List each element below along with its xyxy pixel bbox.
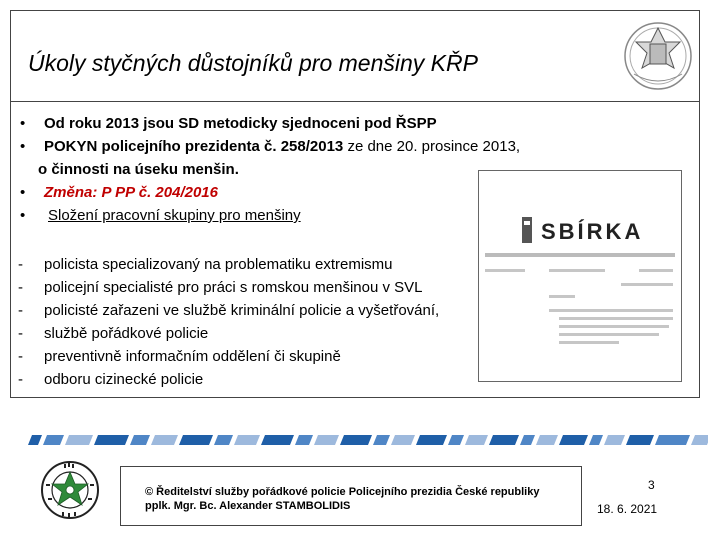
bullet-mark: • (20, 184, 26, 201)
footer-stripe (626, 435, 654, 445)
dash-mark: - (18, 348, 23, 365)
bullet-text: o činnosti na úseku menšin. (38, 161, 239, 178)
document-line (549, 309, 673, 312)
page-title: Úkoly styčných důstojníků pro menšiny KŘP (28, 50, 478, 76)
footer-stripe (604, 435, 625, 445)
document-divider (485, 253, 675, 257)
document-heading: SBÍRKA (541, 219, 644, 244)
footer-stripe-bar (28, 434, 708, 446)
copyright-box (120, 466, 582, 526)
author-line: pplk. Mgr. Bc. Alexander STAMBOLIDIS (145, 500, 351, 512)
copyright-text (145, 485, 539, 513)
footer-stripe (130, 435, 150, 445)
footer-stripe (94, 435, 129, 445)
document-line (549, 295, 575, 298)
footer-stripe (295, 435, 313, 445)
bullet-mark: • (20, 115, 26, 132)
list-item-text: odboru cizinecké policie (44, 371, 204, 388)
working-group-link[interactable]: Složení pracovní skupiny pro menšiny (48, 207, 301, 224)
footer-stripe (448, 435, 464, 445)
list-item-text: policista specializovaný na problematiku extremismu (44, 256, 393, 273)
document-line (559, 325, 669, 328)
footer-stripe (179, 435, 213, 445)
footer-stripe (655, 435, 690, 445)
copyright-line: © Ředitelství služby pořádkové policie Policejního prezidia České republiky (145, 486, 540, 498)
list-item-text: službě pořádkové policie (44, 325, 209, 342)
bullet-mark: • (20, 207, 26, 224)
dash-mark: - (18, 325, 23, 342)
title-area (10, 10, 700, 102)
document-line (559, 333, 659, 336)
bullet-text-bold: POKYN policejního prezidenta č. 258/2013 (44, 138, 344, 155)
dash-mark: - (18, 279, 23, 296)
footer-stripe (151, 435, 178, 445)
footer-stripe (416, 435, 447, 445)
dash-mark: - (18, 371, 23, 388)
bullet-mark: • (20, 138, 26, 155)
footer-stripe (234, 435, 260, 445)
footer-stripe (373, 435, 390, 445)
footer-stripe (43, 435, 64, 445)
document-line (559, 341, 619, 344)
dash-mark: - (18, 302, 23, 319)
document-line (559, 317, 673, 320)
document-line (549, 269, 605, 272)
footer-stripe (559, 435, 588, 445)
footer-stripe (465, 435, 488, 445)
document-thumbnail (478, 170, 682, 382)
list-item-text: policejní specialisté pro práci s romskou menšinou v SVL (44, 279, 423, 296)
document-line (621, 283, 673, 286)
footer-stripe (691, 435, 708, 445)
footer-stripe (314, 435, 339, 445)
police-emblem-icon (622, 20, 694, 92)
footer-stripe (261, 435, 294, 445)
footer-stripe (536, 435, 558, 445)
police-logo-icon (40, 460, 100, 520)
bullet-text-change: Změna: P PP č. 204/2016 (44, 184, 218, 201)
bullet-text: ze dne 20. prosince 2013, (343, 138, 521, 155)
footer-stripe (520, 435, 535, 445)
page-number: 3 (648, 478, 655, 492)
document-logo-icon (519, 215, 535, 245)
dash-mark: - (18, 256, 23, 273)
footer-stripe (28, 435, 42, 445)
bullet-text: Od roku 2013 jsou SD metodicky sjednoceni pod ŘSPP (44, 115, 437, 132)
footer-stripe (214, 435, 233, 445)
footer-stripe (489, 435, 519, 445)
document-line (485, 269, 525, 272)
footer-stripe (340, 435, 372, 445)
footer-stripe (589, 435, 603, 445)
date-label: 18. 6. 2021 (597, 502, 658, 516)
footer-stripe (65, 435, 93, 445)
list-item-text: preventivně informačním oddělení či skupině (44, 348, 341, 365)
footer-stripe (391, 435, 415, 445)
document-line (639, 269, 673, 272)
list-item-text: policisté zařazeni ve službě kriminální policie a vyšetřování, (44, 302, 440, 319)
